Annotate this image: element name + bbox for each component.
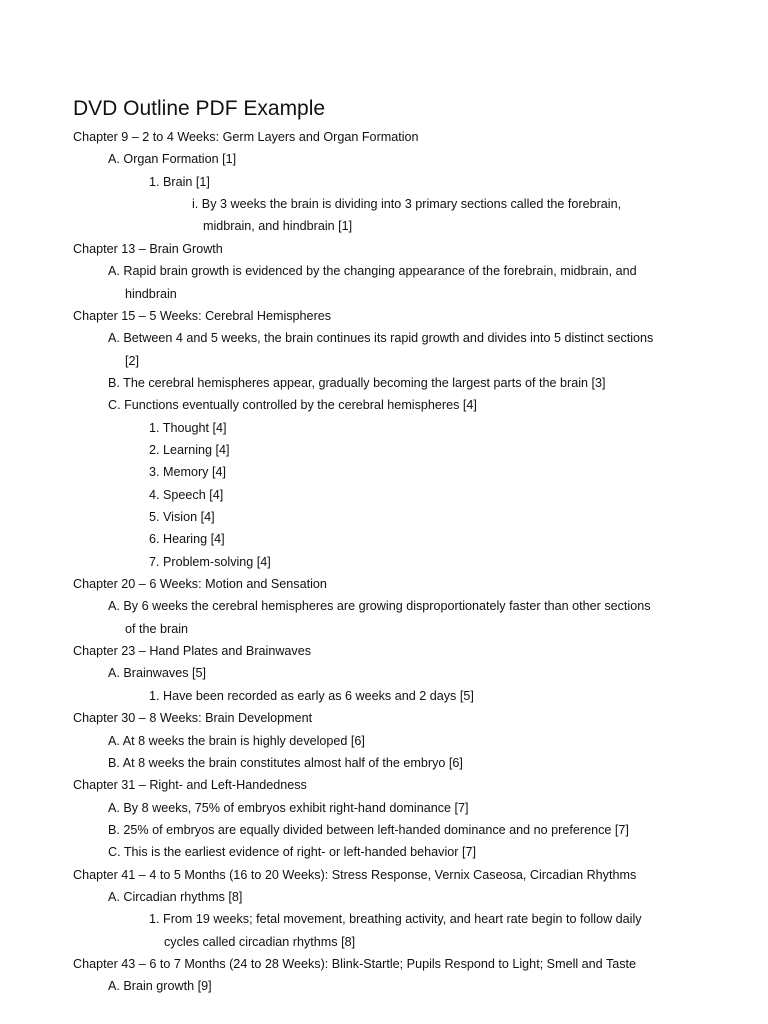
- outline-item: hindbrain: [125, 286, 177, 301]
- outline-item: 1. Brain [1]: [149, 174, 210, 189]
- outline-item: [2]: [125, 353, 140, 368]
- outline-item: A. Organ Formation [1]: [108, 152, 237, 167]
- outline-item: C. Functions eventually controlled by the cerebral hemispheres [4]: [108, 398, 477, 413]
- outline-item: i. By 3 weeks the brain is dividing into 3 primary sections called the forebrain,: [192, 197, 622, 212]
- chapter-heading: Chapter 15 – 5 Weeks: Cerebral Hemispheres: [73, 308, 332, 323]
- outline-item: B. At 8 weeks the brain constitutes almost half of the embryo [6]: [108, 755, 463, 770]
- outline-item: 5. Vision [4]: [149, 510, 215, 524]
- outline-item: 4. Speech [4]: [149, 487, 224, 502]
- outline-item: 1. From 19 weeks; fetal movement, breathing activity, and heart rate begin to follow daily: [149, 912, 642, 927]
- outline-item: A. By 6 weeks the cerebral hemispheres are growing disproportionately faster than other sections: [108, 599, 651, 614]
- outline-item: A. Brain growth [9]: [108, 979, 212, 994]
- outline-item: cycles called circadian rhythms [8]: [164, 934, 356, 949]
- outline-item: B. The cerebral hemispheres appear, gradually becoming the largest parts of the brain [3]: [108, 375, 606, 390]
- outline-item: 6. Hearing [4]: [149, 532, 225, 547]
- outline-item: A. Rapid brain growth is evidenced by the changing appearance of the forebrain, midbrain, and: [108, 264, 637, 279]
- outline-item: A. Brainwaves [5]: [108, 666, 206, 681]
- chapter-heading: Chapter 20 – 6 Weeks: Motion and Sensation: [73, 577, 327, 591]
- chapter-heading: Chapter 41 – 4 to 5 Months (16 to 20 Weeks): Stress Response, Vernix Caseosa, Circadian Rhythms: [73, 867, 637, 882]
- outline-item: A. By 8 weeks, 75% of embryos exhibit right-hand dominance [7]: [108, 800, 469, 815]
- outline-item: of the brain: [125, 621, 189, 636]
- outline-item: B. 25% of embryos are equally divided between left-handed dominance and no preference [7]: [108, 822, 629, 837]
- outline-item: midbrain, and hindbrain [1]: [203, 219, 353, 234]
- outline-item: C. This is the earliest evidence of right- or left-handed behavior [7]: [108, 845, 476, 860]
- chapter-heading: Chapter 13 – Brain Growth: [73, 241, 223, 256]
- outline-item: A. Between 4 and 5 weeks, the brain continues its rapid growth and divides into 5 distinct sections: [108, 331, 654, 346]
- outline-item: 2. Learning [4]: [149, 442, 230, 457]
- outline-item: 3. Memory [4]: [149, 465, 226, 480]
- chapter-heading: Chapter 31 – Right- and Left-Handedness: [73, 778, 307, 793]
- chapter-heading: Chapter 43 – 6 to 7 Months (24 to 28 Weeks): Blink-Startle; Pupils Respond to Light; Smell and Taste: [73, 957, 637, 971]
- outline-item: 1. Have been recorded as early as 6 weeks and 2 days [5]: [149, 688, 474, 703]
- outline-item: A. At 8 weeks the brain is highly developed [6]: [108, 733, 365, 748]
- outline-item: 1. Thought [4]: [149, 420, 227, 435]
- document-title: DVD Outline PDF Example: [73, 97, 326, 120]
- outline-item: A. Circadian rhythms [8]: [108, 889, 243, 904]
- chapter-heading: Chapter 23 – Hand Plates and Brainwaves: [73, 644, 312, 659]
- chapter-heading: Chapter 30 – 8 Weeks: Brain Development: [73, 711, 313, 726]
- outline-item: 7. Problem-solving [4]: [149, 554, 271, 569]
- chapter-heading: Chapter 9 – 2 to 4 Weeks: Germ Layers and Organ Formation: [73, 130, 419, 144]
